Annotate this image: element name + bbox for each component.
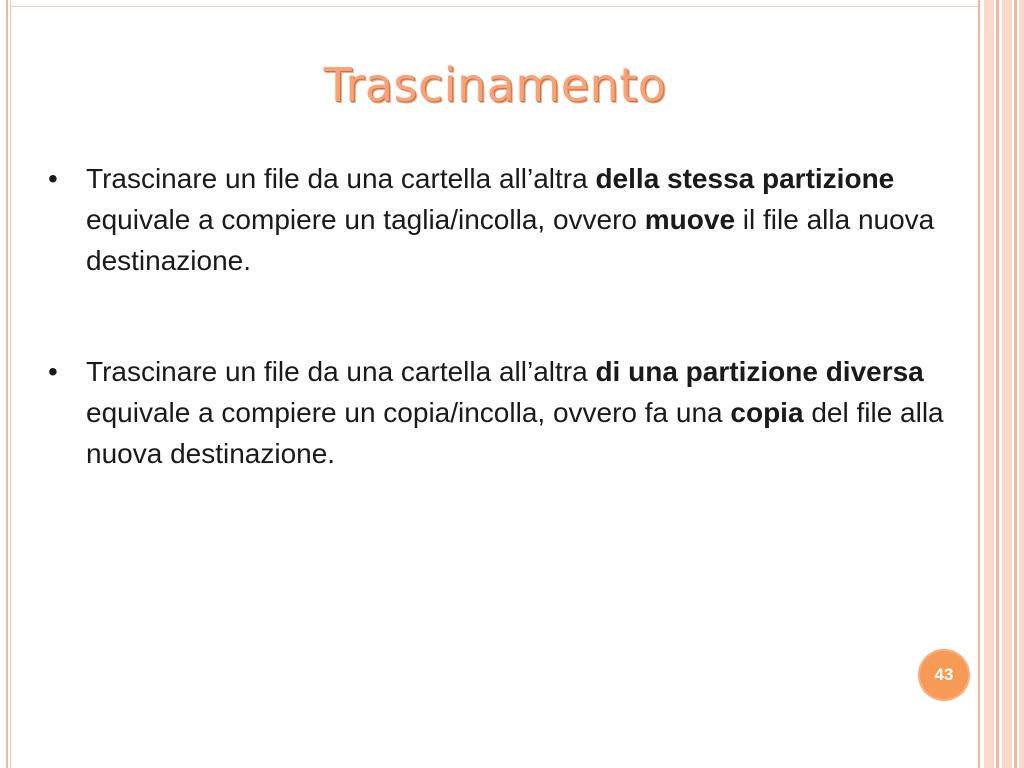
bullet-text: equivale a compiere un copia/incolla, ovvero fa una: [86, 397, 731, 428]
slide-title: Trascinamento: [323, 58, 667, 112]
decorative-stripe: [1002, 0, 1012, 768]
bullet-bold-text: della stessa partizione: [595, 163, 895, 194]
bullet-item: [48, 351, 948, 474]
bullet-text: Trascinare un file da una cartella all’altra: [86, 356, 596, 387]
bullet-bold-text: copia: [730, 397, 804, 428]
frame-line-top: [10, 6, 978, 7]
frame-line-left-inner: [10, 0, 11, 768]
bullet-item: [48, 158, 948, 281]
decorative-stripe: [978, 0, 980, 768]
bullet-list: [48, 158, 948, 474]
decorative-stripe: [1014, 0, 1017, 768]
bullet-bold-text: di una partizione diversa: [595, 356, 924, 387]
frame-line-left: [6, 0, 8, 768]
decorative-stripe: [996, 0, 999, 768]
bullet-text: il file alla nuova destinazione.: [86, 204, 935, 276]
decorative-stripe: [1019, 0, 1024, 768]
bullet-text: Trascinare un file da una cartella all’altra: [86, 163, 596, 194]
bullet-text: del file alla nuova destinazione.: [86, 397, 944, 469]
bullet-icon: •: [48, 163, 58, 194]
bullet-icon: •: [48, 356, 58, 387]
bullet-bold-text: muove: [644, 204, 736, 235]
decorative-stripe: [984, 0, 994, 768]
bullet-text: equivale a compiere un taglia/incolla, ovvero: [86, 204, 645, 235]
page-number-badge: 43: [918, 649, 970, 701]
